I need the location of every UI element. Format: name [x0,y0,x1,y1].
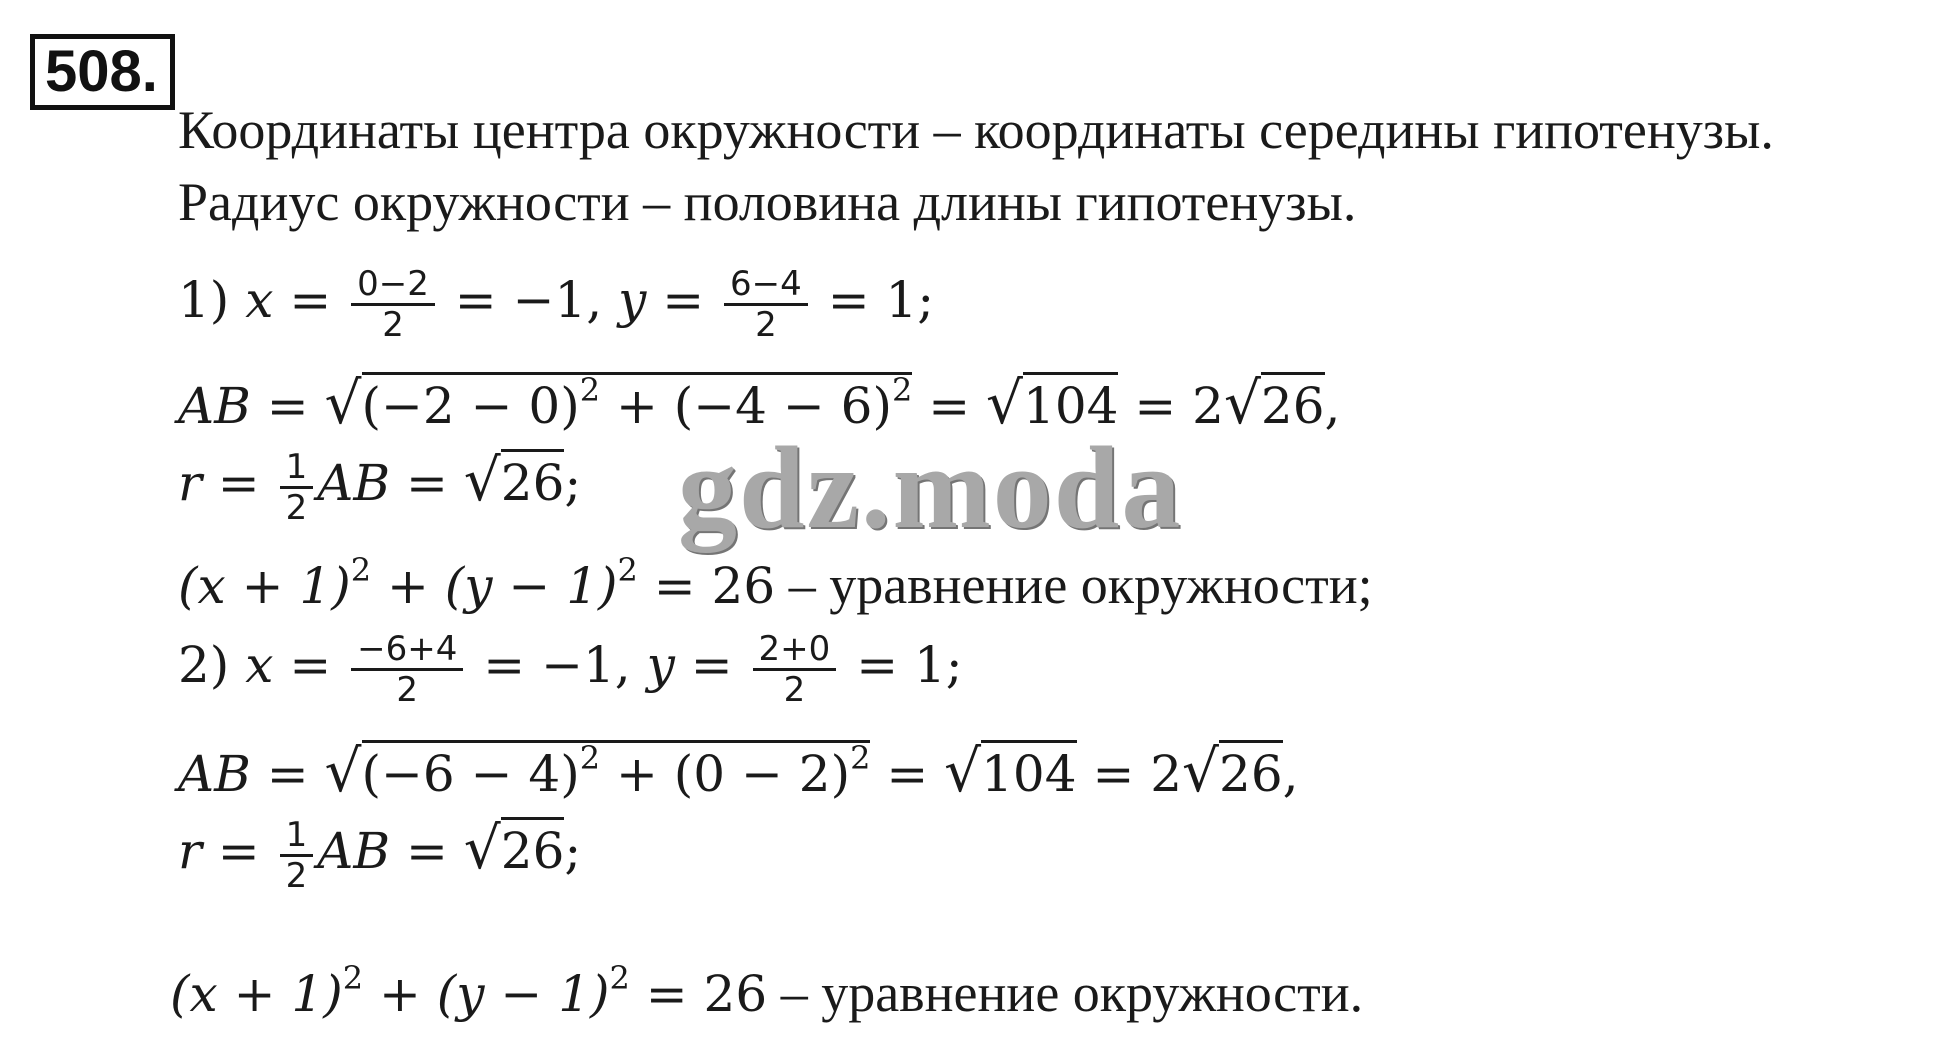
part2-ab-lhs: AB = [178,745,309,803]
part2-ab-exp1: 2 [579,739,601,777]
part1-ab-104: 104 [1023,372,1118,435]
part1-y-fraction [724,265,808,344]
part2-r-denominator: 2 [285,855,308,896]
intro-line-2: Радиус окружности – половина длины гипотенузы. [178,172,1357,232]
part2-r-26: 26 [501,817,565,880]
part1-r-26: 26 [501,449,565,512]
part1-r-mid: AB = [317,454,464,512]
part1-center-line: 1) x = $\frac{0-2}{2}$ = −1, y = $\frac{6-4}{2}$ = 1; [178,263,935,345]
part2-r-numerator: 1 [280,816,314,857]
part1-ab-exp2: 2 [892,371,913,409]
part2-ab-exp2: 2 [850,739,871,777]
part2-r-mid: AB = [317,822,464,880]
part1-ab-equals: = [912,377,987,435]
part2-eq-term2: + (y − 1) [363,965,610,1023]
part1-x-denominator: 2 [382,304,404,345]
part2-label: 2) [178,636,230,694]
part1-r-denominator: 2 [285,487,308,528]
part1-ab-term1: (−2 − 0) [361,377,580,435]
part2-x-result: = −1, [483,636,631,694]
part2-y-denominator: 2 [783,669,806,710]
part1-eq-exp1: 2 [350,551,372,589]
part1-ab-sqrt-26: √26 [1223,369,1325,437]
part1-label: 1) [178,271,230,329]
part1-r-fraction [280,448,314,527]
part2-equation-line [170,948,1363,1024]
part1-y-var: y [618,271,647,329]
part1-x-var: x [245,271,274,329]
part2-r-fraction [280,816,314,895]
part2-radius-line [178,808,581,895]
part1-r-lhs: r = [178,454,260,512]
part1-r-end: ; [564,454,582,512]
part2-y-var: y [646,636,675,694]
part2-x-fraction [351,630,463,709]
part1-ab-lhs: AB = [178,377,309,435]
part1-ab-term2: + (−4 − 6) [600,377,892,435]
part1-x-result: = −1, [454,271,603,329]
part2-ab-line [178,728,1299,804]
part2-eq-exp1: 2 [342,959,364,997]
part2-eq-term1: (x + 1) [170,965,343,1023]
part2-eq-tail: – уравнение окружности. [767,963,1364,1023]
part2-eq-exp2: 2 [609,959,630,997]
part2-r-lhs: r = [178,822,260,880]
part1-y-numerator: 6−4 [724,265,808,306]
part1-eq-term2: + (y − 1) [371,557,618,615]
part2-y-result: = 1; [856,636,963,694]
part2-r-sqrt: √26 [463,814,565,882]
part1-eq-term1: (x + 1) [178,557,351,615]
part2-center-line: 2) x = $\frac{-6+4}{2}$ = −1, y = $\frac{2+0}{2}$ = 1; [178,628,963,710]
part2-x-var: x [245,636,274,694]
part1-ab-sqrt-104: √104 [986,369,1119,437]
part1-ab-26: 26 [1261,372,1325,435]
part2-ab-26: 26 [1219,740,1283,803]
part1-r-numerator: 1 [280,448,314,489]
part2-ab-sqrt-26: √26 [1182,737,1283,805]
part1-ab-coef: = 2 [1118,377,1224,435]
part1-ab-sqrt: $√(-2 - 0)^2 + (-4 - 6)^2$ [324,369,913,437]
part1-eq-tail: – уравнение окружности; [775,555,1373,615]
part1-y-result: = 1; [827,271,935,329]
part2-r-end: ; [564,822,582,880]
part1-ab-end: , [1324,377,1341,435]
part2-y-fraction [753,630,837,709]
part2-ab-term2: + (0 − 2) [600,745,851,803]
part2-x-numerator: −6+4 [351,630,463,671]
part2-eq-value: = 26 [629,965,768,1023]
part1-ab-exp1: 2 [579,371,601,409]
part2-ab-sqrt: $√(-6 - 4)^2 + (0 - 2)^2$ [324,737,871,805]
part1-radius-line [178,440,581,527]
part2-ab-end: , [1282,745,1299,803]
part1-x-fraction [351,265,435,344]
part1-eq-exp2: 2 [617,551,638,589]
intro-line-1: Координаты центра окружности – координаты середины гипотенузы. [178,100,1774,160]
part2-ab-term1: (−6 − 4) [361,745,580,803]
part1-x-numerator: 0−2 [351,265,435,306]
part2-ab-equals: = [870,745,945,803]
problem-number: 508. [30,34,175,110]
part2-x-denominator: 2 [396,669,419,710]
part2-ab-coef: = 2 [1076,745,1183,803]
part2-y-numerator: 2+0 [753,630,837,671]
part1-eq-value: = 26 [637,557,776,615]
part1-r-sqrt: √26 [463,446,565,514]
part1-y-denominator: 2 [755,304,777,345]
watermark-logo: gdz.moda [678,422,1183,553]
part2-ab-104: 104 [981,740,1076,803]
part2-ab-sqrt-104: √104 [944,737,1077,805]
